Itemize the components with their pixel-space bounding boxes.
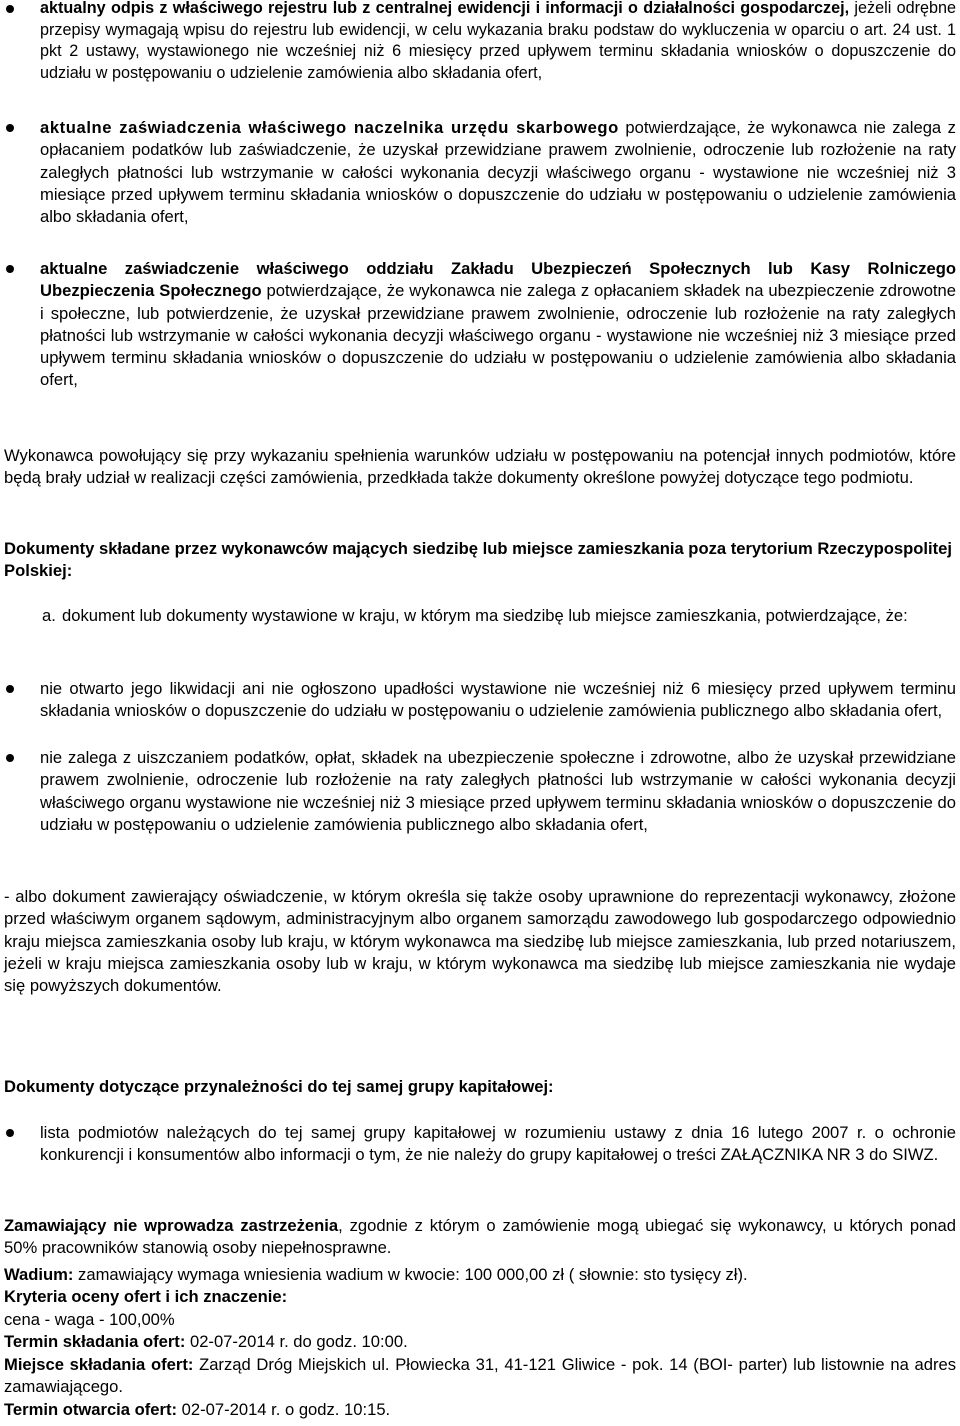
wadium-line: [4, 1264, 956, 1286]
list-item-podatki-oplaty: nie zalega z uiszczaniem podatków, opłat, składek na ubezpieczenie społeczne i zdrowotne, albo że uzyskał przewidziane prawem zwolnienie, odroczenie lub rozłożenie na raty zaległych płatności lub wstrzymanie w całości wykonania decyzji właściwego organu wystawione nie wcześniej niż 3 miesiące przed upływem terminu składania wniosków o dopuszczenie do udziału w postępowaniu o udzielenie zamówienia publicznego albo składania ofert,: [40, 747, 956, 836]
odpis-title: aktualny odpis z właściwego rejestru lub z centralnej ewidencji i informacji o działalności gospodarczej,: [40, 0, 850, 17]
albo-paragraph: - albo dokument zawierający oświadczenie, w którym określa się także osoby uprawnione do reprezentacji wykonawcy, złożone przed właściwym organem sądowym, administracyjnym albo organem samorządu zawodowego lub gospodarczego odpowiednio kraju miejsca zamieszkania osoby lub kraju, w którym wykonawca ma siedzibę lub miejsce zamieszkania, lub przed notariuszem, jeżeli w kraju miejsca zamieszkania osoby lub w kraju, w którym wykonawca ma siedzibę lub miejsce zamieszkania nie wydaje się powyższych dokumentów.: [4, 887, 956, 996]
list-item-grupa-kapitalowa: lista podmiotów należących do tej samej grupy kapitałowej w rozumieniu ustawy z dnia 16 lutego 2007 r. o ochronie konkurencji i konsumentów albo informacji o tym, że nie należy do grupy kapitałowej o treści ZAŁĄCZNIKA NR 3 do SIWZ.: [40, 1122, 956, 1167]
place-label: Miejsce składania ofert:: [4, 1355, 194, 1374]
criteria-label: Kryteria oceny ofert i ich znaczenie:: [4, 1287, 288, 1306]
opening-line: [4, 1399, 956, 1421]
reservation-text: , zgodnie z którym o zamówienie mogą ubiegać się wykonawcy, u których ponad 50% pracowników stanowią osoby niepełnosprawne.: [4, 1216, 956, 1258]
zus-title: aktualne zaświadczenie właściwego oddziału Zakładu Ubezpieczeń Społecznych lub Kasy Rolniczego Ubezpieczenia Społecznego: [40, 259, 956, 301]
place-text: Zarząd Dróg Miejskich ul. Płowiecka 31, 41-121 Gliwice - pok. 14 (BOI- parter) lub listownie na adres zamawiającego.: [4, 1355, 956, 1397]
potencjal-paragraph: Wykonawca powołujący się przy wykazaniu spełnienia warunków udziału w postępowaniu na potencjał innych podmiotów, które będą brały udział w realizacji części zamówienia, przedkłada także dokumenty określone powyżej dotyczące tego podmiotu.: [4, 446, 956, 488]
reservation-paragraph: [4, 1215, 956, 1260]
list-item-zus-krus: [40, 258, 956, 392]
opening-label: Termin otwarcia ofert:: [4, 1400, 178, 1419]
list-item-odpis-rejestru: [40, 0, 956, 84]
foreign-heading-text: Dokumenty składane przez wykonawców mających siedzibę lub miejsce zamieszkania poza terytorium Rzeczypospolitej Polskiej:: [4, 539, 953, 581]
criteria-heading: [4, 1286, 956, 1308]
foreign-item-a: [42, 605, 952, 627]
urzad-skarbowy-title: aktualne zaświadczenia właściwego naczelnika urzędu skarbowego: [40, 118, 619, 137]
deadline-text: 02-07-2014 r. do godz. 10:00.: [185, 1332, 408, 1351]
wadium-label: Wadium:: [4, 1265, 74, 1284]
urzad-skarbowy-text: potwierdzające, że wykonawca nie zalega z opłacaniem podatków lub zaświadczenie, że uzyskał przewidziane prawem zwolnienie, odroczenie lub rozłożenie na raty zaległych płatności lub wstrzymanie w całości wykonania decyzji właściwego organu - wystawione nie wcześniej niż 3 miesiące przed upływem terminu składania wniosków o dopuszczenie do udziału w postępowaniu o udzielenie zamówienia albo składania ofert,: [40, 118, 956, 227]
criteria-value: cena - waga - 100,00%: [4, 1310, 175, 1329]
item-marker: a.: [42, 606, 56, 625]
zus-text: potwierdzające, że wykonawca nie zalega z opłacaniem składek na ubezpieczenie zdrowotne i społeczne, lub potwierdzenie, że uzyskał przewidziane prawem zwolnienie, odroczenie lub rozłożenie na raty zaległych płatności lub wstrzymanie w całości wykonania decyzji właściwego organu - wystawione nie wcześniej niż 3 miesiące przed upływem terminu składania wniosków o dopuszczenie do udziału w postępowaniu o udzielenie zamówienia albo składania ofert,: [40, 281, 956, 390]
group-heading-text: Dokumenty dotyczące przynależności do tej samej grupy kapitałowej:: [4, 1077, 554, 1096]
list-item-urzad-skarbowy: [40, 117, 956, 228]
opening-text: 02-07-2014 r. o godz. 10:15.: [177, 1400, 391, 1419]
group-heading: [4, 1076, 956, 1098]
place-paragraph: [4, 1354, 956, 1399]
foreign-heading: [4, 538, 956, 583]
odpis-text: jeżeli odrębne przepisy wymagają wpisu do rejestru lub ewidencji, w celu wykazania braku podstaw do wykluczenia w oparciu o art. 24 ust. 1 pkt 2 ustawy, wystawionego nie wcześniej niż 6 miesięcy przed upływem terminu składania wniosków o dopuszczenie do udziału w postępowaniu o udzielenie zamówienia albo składania ofert,: [40, 0, 957, 82]
foreign-item-text: dokument lub dokumenty wystawione w kraju, w którym ma siedzibę lub miejsce zamieszkania, potwierdzające, że:: [62, 606, 908, 625]
reservation-label: Zamawiający nie wprowadza zastrzeżenia: [4, 1216, 339, 1235]
deadline-label: Termin składania ofert:: [4, 1332, 186, 1351]
wadium-text: zamawiający wymaga wniesienia wadium w kwocie: 100 000,00 zł ( słownie: sto tysięcy zł).: [73, 1265, 748, 1284]
deadline-line: [4, 1331, 956, 1353]
list-item-likwidacja: nie otwarto jego likwidacji ani nie ogłoszono upadłości wystawione nie wcześniej niż 6 miesięcy przed upływem terminu składania wniosków o dopuszczenie do udziału w postępowaniu o udzielenie zamówienia publicznego albo składania ofert,: [40, 678, 956, 723]
